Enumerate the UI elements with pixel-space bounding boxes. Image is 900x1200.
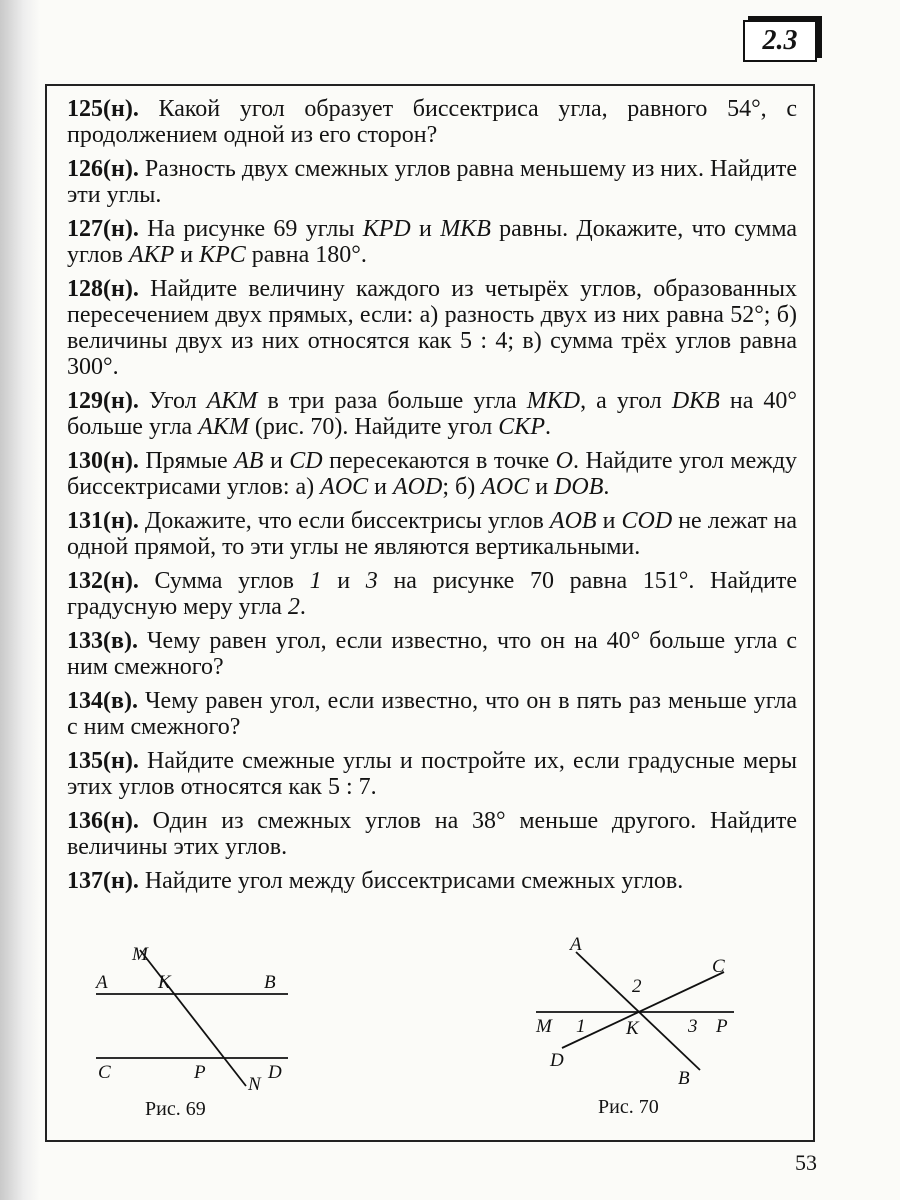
math-variable: CKP <box>498 414 545 440</box>
figure-70 <box>528 930 748 1090</box>
label-c: C <box>712 956 725 977</box>
problem-item <box>67 868 797 894</box>
label-a: A <box>96 972 108 993</box>
problem-number: 126(н). <box>67 156 139 182</box>
section-number: 2.3 <box>762 25 798 56</box>
math-variable: MKD <box>526 388 581 414</box>
figure-70-caption: Рис. 70 <box>598 1096 659 1118</box>
figure-69-caption: Рис. 69 <box>145 1098 206 1120</box>
problem-text: на 40° больше угла <box>67 388 798 440</box>
problem-item <box>67 688 797 740</box>
problem-text: и <box>596 508 622 534</box>
math-variable: AKM <box>198 414 249 440</box>
label-2: 2 <box>632 976 642 997</box>
label-k: K <box>626 1018 639 1039</box>
problem-text: Чему равен угол, если известно, что он на 40° больше угла с ним смежного? <box>67 628 798 680</box>
problem-text: Найдите смежные углы и постройте их, если градусные меры этих углов относятся как 5 : 7. <box>67 748 797 800</box>
problem-number: 125(н). <box>67 96 139 122</box>
problem-number: 136(н). <box>67 808 139 834</box>
problem-item <box>67 448 797 500</box>
problem-text: ; б) <box>442 474 482 500</box>
problem-item <box>67 96 797 148</box>
line-ab <box>576 952 700 1070</box>
problem-text: Чему равен угол, если известно, что он в пять раз меньше угла с ним смежного? <box>67 688 797 740</box>
problem-text: Какой угол образует биссектриса угла, равного 54°, с продолжением одной из его сторон? <box>67 96 798 148</box>
problem-item <box>67 276 797 380</box>
label-c: C <box>98 1062 111 1083</box>
math-variable: 1 <box>309 568 322 594</box>
problem-text: и <box>174 242 200 268</box>
problem-item <box>67 388 797 440</box>
problem-text: и <box>321 568 366 594</box>
page-binding-shadow <box>0 0 40 1200</box>
problem-item <box>67 216 797 268</box>
problem-text: Докажите, что если биссектрисы углов <box>144 508 550 534</box>
math-variable: COD <box>621 508 673 534</box>
problem-text: в три раза больше угла <box>257 388 527 414</box>
problem-text: Угол <box>148 388 207 414</box>
problem-number: 130(н). <box>67 448 139 474</box>
problem-number: 137(н). <box>67 868 139 894</box>
math-variable: CD <box>289 448 323 474</box>
label-d: D <box>550 1050 564 1071</box>
line-dc <box>562 972 724 1048</box>
math-variable: AOC <box>481 474 530 500</box>
problem-text: и <box>529 474 555 500</box>
problem-text: Разность двух смежных углов равна меньшему из них. Найдите эти углы. <box>67 156 798 208</box>
problem-text: Найдите угол между биссектрисами смежных углов. <box>144 868 684 894</box>
page-number: 53 <box>795 1150 817 1175</box>
label-b: B <box>678 1068 690 1089</box>
label-p: P <box>716 1016 728 1037</box>
problem-text: . <box>544 414 551 440</box>
label-a: A <box>570 934 582 955</box>
label-d: D <box>268 1062 282 1083</box>
label-p: P <box>194 1062 206 1083</box>
problem-text: равны. Докажите, что сумма углов <box>67 216 798 268</box>
math-variable: KPD <box>362 216 411 242</box>
problem-text: пересекаются в точке <box>322 448 556 474</box>
problem-text: , а угол <box>580 388 672 414</box>
problem-text: На рисунке 69 углы <box>147 216 363 242</box>
line-mn <box>140 950 246 1086</box>
math-variable: AB <box>234 448 264 474</box>
math-variable: 3 <box>365 568 378 594</box>
math-variable: AOC <box>320 474 369 500</box>
problem-number: 128(н). <box>67 276 139 302</box>
problem-text: не лежат на одной прямой, то эти углы не являются вертикальными. <box>67 508 798 560</box>
figure-69 <box>88 938 298 1098</box>
math-variable: DOB <box>554 474 604 500</box>
label-m: M <box>536 1016 552 1037</box>
math-variable: AOD <box>393 474 443 500</box>
math-variable: AKP <box>128 242 175 268</box>
label-n: N <box>248 1074 261 1095</box>
problem-text: . <box>603 474 610 500</box>
problem-number: 129(н). <box>67 388 139 414</box>
problem-item <box>67 568 797 620</box>
problem-text: . <box>299 594 306 620</box>
math-variable: AKM <box>206 388 258 414</box>
math-variable: DKB <box>671 388 720 414</box>
math-variable: O <box>555 448 573 474</box>
problem-item <box>67 808 797 860</box>
problem-number: 133(в). <box>67 628 138 654</box>
problem-text: Сумма углов <box>154 568 310 594</box>
problem-number: 134(в). <box>67 688 138 714</box>
problem-text: и <box>410 216 441 242</box>
problem-text: Найдите величину каждого из четырёх углов, образованных пересечением двух прямых, если: а) разность двух из них равна 52°; б) величины двух из них относятся как 5 : 4; в) сумма трёх углов равна 300°. <box>67 276 797 380</box>
problem-text: и <box>263 448 290 474</box>
problem-text: Один из смежных углов на 38° меньше другого. Найдите величины этих углов. <box>67 808 798 860</box>
problem-text: (рис. 70). Найдите угол <box>248 414 499 440</box>
problem-item <box>67 156 797 208</box>
math-variable: 2 <box>287 594 300 620</box>
problem-text: . Найдите угол между биссектрисами углов: а) <box>67 448 798 500</box>
problem-item <box>67 508 797 560</box>
problem-number: 132(н). <box>67 568 139 594</box>
problem-item <box>67 628 797 680</box>
problem-text: Прямые <box>145 448 235 474</box>
section-badge <box>743 20 817 62</box>
math-variable: KPC <box>199 242 246 268</box>
label-3: 3 <box>688 1016 698 1037</box>
label-1: 1 <box>576 1016 586 1037</box>
problem-text: и <box>368 474 393 500</box>
label-m: M <box>132 944 148 965</box>
problem-number: 131(н). <box>67 508 139 534</box>
math-variable: MKB <box>440 216 491 242</box>
problem-text: на рисунке 70 равна 151°. Найдите градусную меру угла <box>67 568 798 620</box>
problem-number: 135(н). <box>67 748 139 774</box>
label-k: K <box>158 972 171 993</box>
problem-list <box>67 96 797 902</box>
label-b: B <box>264 972 276 993</box>
math-variable: AOB <box>549 508 597 534</box>
problem-item <box>67 748 797 800</box>
problem-number: 127(н). <box>67 216 139 242</box>
problem-text: равна 180°. <box>245 242 367 268</box>
